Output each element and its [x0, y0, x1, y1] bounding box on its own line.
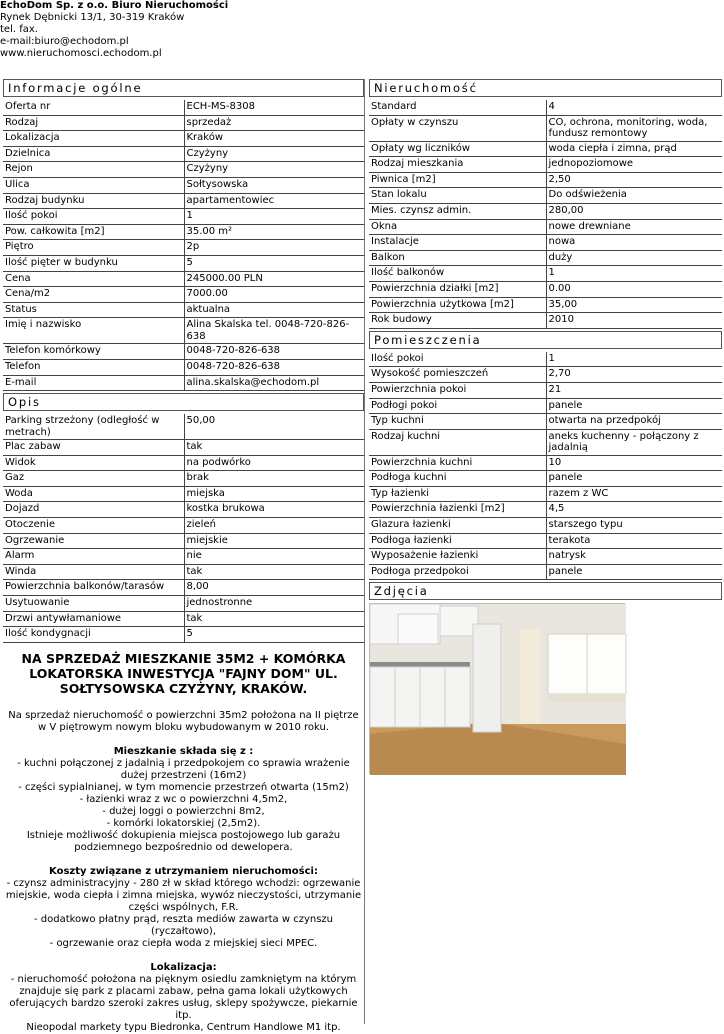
table-row	[3, 612, 364, 628]
field-value: 280,00	[546, 204, 723, 220]
table-row	[369, 116, 722, 142]
field-value: jednostronne	[184, 596, 365, 612]
field-value: 21	[546, 383, 723, 399]
table-row	[3, 534, 364, 550]
table-row	[369, 157, 722, 173]
field-value: 5	[184, 256, 365, 272]
apartment-photo[interactable]	[369, 603, 625, 774]
field-label: Imię i nazwisko	[3, 318, 184, 344]
text-line: Istnieje możliwość dokupienia miejsca postojowego lub garażu podziemnego bezpośrednio od dewelopera.	[26, 829, 341, 853]
table-row	[3, 580, 364, 596]
table-row	[369, 142, 722, 158]
table-row	[3, 360, 364, 376]
property-table	[369, 100, 722, 329]
field-label: Cena/m2	[3, 287, 184, 303]
field-value: 1	[184, 209, 365, 225]
description-table	[3, 414, 364, 643]
text-line: - czynsz administracyjny - 280 zł w skład którego wchodzi: ogrzewanie miejskie, woda ciepła i zimna miejska, wywóz nieczystości, utrzymanie części wspólnych, F.R.	[5, 877, 362, 913]
field-label: Podłoga przedpokoi	[369, 565, 546, 581]
table-row	[3, 376, 364, 392]
table-row	[3, 440, 364, 456]
ad-intro: Na sprzedaż nieruchomość o powierzchni 35m2 położona na II piętrze w V piętrowym nowym bloku wybudowanym w 2010 roku.	[8, 709, 359, 733]
field-label: Standard	[369, 100, 546, 116]
table-row	[369, 565, 722, 581]
field-label: Typ kuchni	[369, 414, 546, 430]
field-label: Ulica	[3, 178, 184, 194]
field-value: jednopoziomowe	[546, 157, 723, 173]
text-line: - komórki lokatorskiej (2,5m2).	[106, 817, 261, 829]
field-value: 0.00	[546, 282, 723, 298]
field-value: duży	[546, 251, 723, 267]
field-value: otwarta na przedpokój	[546, 414, 723, 430]
company-tel: tel. fax.	[0, 24, 38, 35]
table-row	[369, 367, 722, 383]
text-line: - dużej loggi o powierzchni 8m2,	[102, 805, 265, 817]
field-label: Ogrzewanie	[3, 534, 184, 550]
table-row	[369, 188, 722, 204]
field-value: 5	[184, 627, 365, 643]
costs-title: Koszty związane z utrzymaniem nieruchomości:	[49, 865, 318, 877]
table-row	[3, 287, 364, 303]
field-value: tak	[184, 565, 365, 581]
field-value: 0048-720-826-638	[184, 360, 365, 376]
field-value: panele	[546, 471, 723, 487]
field-value: Czyżyny	[184, 162, 365, 178]
field-value: nowa	[546, 235, 723, 251]
field-label: Ilość pokoi	[369, 352, 546, 368]
field-value: 2p	[184, 240, 365, 256]
table-row	[369, 100, 722, 116]
field-value: brak	[184, 471, 365, 487]
field-value: nowe drewniane	[546, 220, 723, 236]
general-table	[3, 100, 364, 391]
ad-title: NA SPRZEDAŻ MIESZKANIE 35M2 + KOMÓRKA LOKATORSKA INWESTYCJA "FAJNY DOM" UL. SOŁTYSOWSKA CZYŻYNY, KRAKÓW.	[21, 650, 346, 696]
field-value: 2,50	[546, 173, 723, 189]
field-label: Ilość balkonów	[369, 266, 546, 282]
table-row	[3, 194, 364, 210]
field-label: Stan lokalu	[369, 188, 546, 204]
section-photos-title: Zdjęcia	[369, 582, 722, 600]
field-label: Drzwi antywłamaniowe	[3, 612, 184, 628]
field-value: 245000.00 PLN	[184, 272, 365, 288]
field-label: Oferta nr	[3, 100, 184, 116]
company-website[interactable]: www.nieruchomosci.echodom.pl	[0, 48, 162, 59]
field-label: E-mail	[3, 376, 184, 392]
field-label: Podłogi pokoi	[369, 399, 546, 415]
field-value: CO, ochrona, monitoring, woda, fundusz remontowy	[546, 116, 723, 142]
field-value: ECH-MS-8308	[184, 100, 365, 116]
table-row	[3, 162, 364, 178]
field-label: Okna	[369, 220, 546, 236]
rooms-table	[369, 352, 722, 581]
text-line: - ogrzewanie oraz ciepła woda z miejskiej sieci MPEC.	[49, 937, 318, 949]
field-label: Ilość pięter w budynku	[3, 256, 184, 272]
table-row	[3, 209, 364, 225]
table-row	[369, 313, 722, 329]
table-row	[3, 565, 364, 581]
field-label: Ilość kondygnacji	[3, 627, 184, 643]
table-row	[3, 272, 364, 288]
field-label: Rok budowy	[369, 313, 546, 329]
table-row	[369, 204, 722, 220]
field-value: 7000.00	[184, 287, 365, 303]
field-label: Rejon	[3, 162, 184, 178]
field-value: Sołtysowska	[184, 178, 365, 194]
field-value: razem z WC	[546, 487, 723, 503]
text-line: - kuchni połączonej z jadalnią i przedpokojem co sprawia wrażenie dużej przestrzeni (16m2)	[17, 757, 350, 781]
field-label: Powierzchnia łazienki [m2]	[369, 502, 546, 518]
left-column	[3, 79, 364, 1034]
field-label: Typ łazienki	[369, 487, 546, 503]
field-value: aneks kuchenny - połączony z jadalnią	[546, 430, 723, 456]
field-label: Alarm	[3, 549, 184, 565]
field-value: Do odświeżenia	[546, 188, 723, 204]
company-name: EchoDom Sp. z o.o. Biuro Nieruchomości	[0, 0, 229, 11]
field-label: Powierzchnia działki [m2]	[369, 282, 546, 298]
field-value: Kraków	[184, 131, 365, 147]
field-label: Powierzchnia kuchni	[369, 456, 546, 472]
company-address: Rynek Dębnicki 13/1, 30-319 Kraków	[0, 12, 185, 23]
field-value: starszego typu	[546, 518, 723, 534]
field-value: 2010	[546, 313, 723, 329]
field-value: 35,00	[546, 298, 723, 314]
field-value: terakota	[546, 534, 723, 550]
table-row	[3, 131, 364, 147]
table-row	[369, 518, 722, 534]
table-row	[369, 549, 722, 565]
field-value: na podwórko	[184, 456, 365, 472]
field-value: zieleń	[184, 518, 365, 534]
field-label: Telefon komórkowy	[3, 344, 184, 360]
field-value: panele	[546, 399, 723, 415]
table-row	[369, 456, 722, 472]
field-value: miejska	[184, 487, 365, 503]
field-value: 50,00	[184, 414, 365, 440]
section-rooms-title: Pomieszczenia	[369, 331, 722, 349]
text-line: - nieruchomość położona na pięknym osiedlu zamkniętym na którym znajduje się park z placami zabaw, pełna gama lokali użytkowych oferujących bardzo szeroki zakres usług, sklepy spożywcze, piekarnie itp.	[9, 973, 358, 1021]
table-row	[3, 456, 364, 472]
field-label: Powierzchnia użytkowa [m2]	[369, 298, 546, 314]
field-value: woda ciepła i zimna, prąd	[546, 142, 723, 158]
table-row	[369, 430, 722, 456]
field-value: natrysk	[546, 549, 723, 565]
field-label: Piwnica [m2]	[369, 173, 546, 189]
location-lines	[3, 974, 364, 1034]
field-value: 1	[546, 266, 723, 282]
field-label: Podłoga łazienki	[369, 534, 546, 550]
field-value: 35.00 m²	[184, 225, 365, 241]
field-label: Rodzaj	[3, 116, 184, 132]
field-value: tak	[184, 440, 365, 456]
text-line: - dodatkowo płatny prąd, reszta mediów zawarta w czynszu (ryczałtowo),	[33, 913, 334, 937]
field-value: Alina Skalska tel. 0048-720-826-638	[184, 318, 365, 344]
section-description-title: Opis	[3, 393, 364, 411]
apartment-photo-image	[370, 604, 626, 775]
field-label: Usytuowanie	[3, 596, 184, 612]
field-label: Status	[3, 303, 184, 319]
table-row	[369, 534, 722, 550]
field-value: apartamentowiec	[184, 194, 365, 210]
table-row	[3, 147, 364, 163]
field-value: sprzedaż	[184, 116, 365, 132]
table-row	[3, 256, 364, 272]
field-value: kostka brukowa	[184, 502, 365, 518]
field-label: Podłoga kuchni	[369, 471, 546, 487]
field-label: Piętro	[3, 240, 184, 256]
field-label: Dzielnica	[3, 147, 184, 163]
field-label: Rodzaj mieszkania	[369, 157, 546, 173]
field-label: Winda	[3, 565, 184, 581]
field-label: Pow. całkowita [m2]	[3, 225, 184, 241]
table-row	[3, 549, 364, 565]
field-value: 4	[546, 100, 723, 116]
table-row	[369, 502, 722, 518]
table-row	[3, 414, 364, 440]
field-label: Parking strzeżony (odległość w metrach)	[3, 414, 184, 440]
table-row	[3, 344, 364, 360]
costs-lines	[3, 878, 364, 950]
table-row	[369, 352, 722, 368]
table-row	[3, 627, 364, 643]
field-label: Plac zabaw	[3, 440, 184, 456]
field-label: Balkon	[369, 251, 546, 267]
field-value: miejskie	[184, 534, 365, 550]
field-value: 0048-720-826-638	[184, 344, 365, 360]
table-row	[369, 414, 722, 430]
text-line: - części sypialnianej, w tym momencie przestrzeń otwarta (15m2)	[18, 781, 349, 793]
field-label: Lokalizacja	[3, 131, 184, 147]
right-column	[369, 79, 722, 774]
costs-block	[3, 866, 364, 950]
table-row	[3, 116, 364, 132]
company-email[interactable]: e-mail:biuro@echodom.pl	[0, 36, 129, 47]
field-value: 2,70	[546, 367, 723, 383]
table-row	[3, 240, 364, 256]
table-row	[369, 266, 722, 282]
field-label: Mies. czynsz admin.	[369, 204, 546, 220]
table-row	[369, 173, 722, 189]
location-title: Lokalizacja:	[150, 961, 217, 973]
field-label: Powierzchnia balkonów/tarasów	[3, 580, 184, 596]
field-label: Ilość pokoi	[3, 209, 184, 225]
table-row	[369, 383, 722, 399]
field-label: Cena	[3, 272, 184, 288]
table-row	[369, 282, 722, 298]
field-value[interactable]: alina.skalska@echodom.pl	[184, 376, 365, 392]
field-label: Wyposażenie łazienki	[369, 549, 546, 565]
field-label: Rodzaj budynku	[3, 194, 184, 210]
table-row	[3, 178, 364, 194]
table-row	[369, 251, 722, 267]
agency-header	[0, 0, 724, 60]
field-label: Otoczenie	[3, 518, 184, 534]
table-row	[3, 225, 364, 241]
field-value: 8,00	[184, 580, 365, 596]
section-property-title: Nieruchomość	[369, 79, 722, 97]
section-general-title: Informacje ogólne	[3, 79, 364, 97]
composition-lines	[3, 758, 364, 854]
table-row	[3, 303, 364, 319]
field-value: 10	[546, 456, 723, 472]
table-row	[3, 596, 364, 612]
field-label: Widok	[3, 456, 184, 472]
ad-body	[3, 710, 364, 1034]
field-label: Gaz	[3, 471, 184, 487]
table-row	[369, 487, 722, 503]
field-value: nie	[184, 549, 365, 565]
field-label: Woda	[3, 487, 184, 503]
table-row	[369, 220, 722, 236]
table-row	[3, 100, 364, 116]
table-row	[369, 298, 722, 314]
field-label: Glazura łazienki	[369, 518, 546, 534]
field-value: Czyżyny	[184, 147, 365, 163]
table-row	[3, 502, 364, 518]
composition-block	[3, 746, 364, 854]
field-value: 1	[546, 352, 723, 368]
text-line: - łazienki wraz z wc o powierzchni 4,5m2,	[79, 793, 288, 805]
table-row	[3, 471, 364, 487]
table-row	[3, 518, 364, 534]
field-value: 4,5	[546, 502, 723, 518]
table-row	[369, 235, 722, 251]
field-label: Wysokość pomieszczeń	[369, 367, 546, 383]
field-label: Dojazd	[3, 502, 184, 518]
field-value: aktualna	[184, 303, 365, 319]
field-label: Telefon	[3, 360, 184, 376]
field-label: Powierzchnia pokoi	[369, 383, 546, 399]
field-label: Instalacje	[369, 235, 546, 251]
field-label: Opłaty w czynszu	[369, 116, 546, 142]
text-line: Nieopodal markety typu Biedronka, Centrum Handlowe M1 itp.	[26, 1021, 341, 1033]
field-label: Rodzaj kuchni	[369, 430, 546, 456]
table-row	[3, 318, 364, 344]
table-row	[369, 399, 722, 415]
column-divider	[364, 79, 365, 1024]
field-label: Opłaty wg liczników	[369, 142, 546, 158]
field-value: tak	[184, 612, 365, 628]
table-row	[369, 471, 722, 487]
location-block	[3, 962, 364, 1034]
composition-title: Mieszkanie składa się z :	[113, 745, 254, 757]
field-value: panele	[546, 565, 723, 581]
table-row	[3, 487, 364, 503]
